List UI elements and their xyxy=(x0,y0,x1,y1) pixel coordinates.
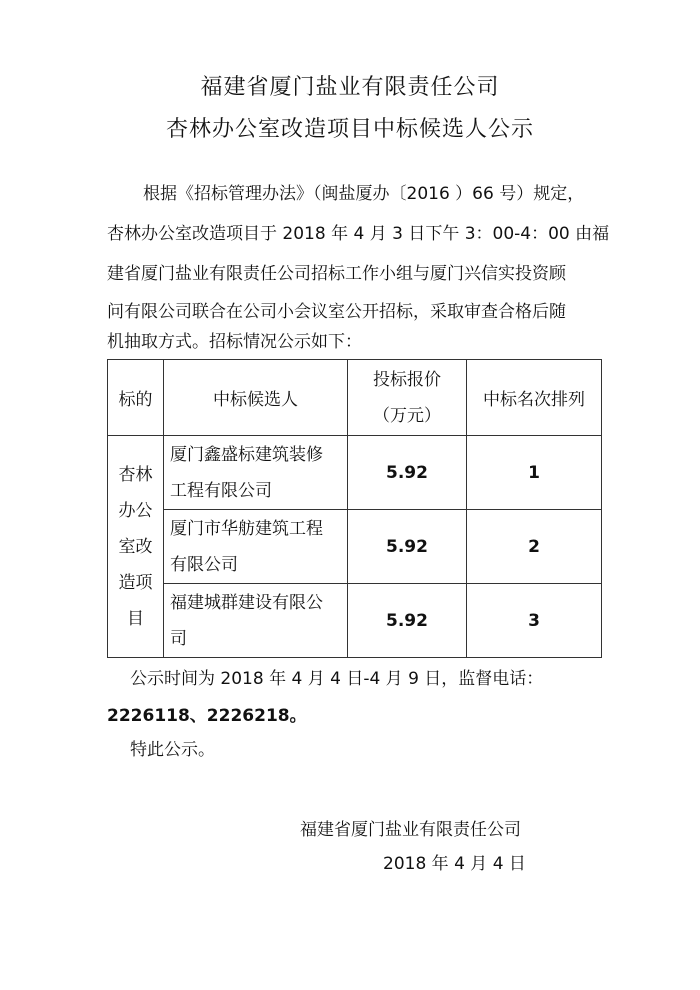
table-row xyxy=(108,584,602,658)
price-cell: 5.92 xyxy=(348,584,467,658)
bid-results-table xyxy=(107,359,602,658)
price-cell: 5.92 xyxy=(348,510,467,584)
candidate-name-line2: 有限公司 xyxy=(170,554,238,575)
candidate-name-line2: 司 xyxy=(170,628,187,649)
body-line-3: 建省厦门盐业有限责任公司招标工作小组与厦门兴信实投资顾 xyxy=(107,264,566,284)
rank-cell: 3 xyxy=(467,584,602,658)
notice-period: 公示时间为 2018 年 4 月 4 日-4 月 9 日，监督电话： xyxy=(130,669,544,689)
signature-company: 福建省厦门盐业有限责任公司 xyxy=(300,820,521,840)
candidate-cell xyxy=(164,510,348,584)
candidate-name-line1: 厦门市华舫建筑工程 xyxy=(170,518,323,539)
candidate-name-line1: 福建城群建设有限公 xyxy=(170,592,323,613)
doc-title-subject: 杏林办公室改造项目中标候选人公示 xyxy=(165,117,534,142)
price-cell: 5.92 xyxy=(348,436,467,510)
header-rank: 中标名次排列 xyxy=(467,360,602,436)
body-line-4: 问有限公司联合在公司小会议室公开招标，采取审查合格后随 xyxy=(107,302,566,322)
rank-cell: 2 xyxy=(467,510,602,584)
table-row xyxy=(108,510,602,584)
header-price-unit: （万元） xyxy=(373,405,441,426)
doc-title-company: 福建省厦门盐业有限责任公司 xyxy=(200,75,500,100)
candidate-name-line1: 厦门鑫盛标建筑装修 xyxy=(170,444,323,465)
notice-closing: 特此公示。 xyxy=(130,740,215,760)
body-line-2: 杏林办公室改造项目于 2018 年 4 月 3 日下午 3：00-4：00 由福 xyxy=(107,224,610,244)
target-text-1: 杏林 xyxy=(118,464,153,485)
body-line-5: 机抽取方式。招标情况公示如下： xyxy=(107,332,362,352)
header-price xyxy=(348,360,467,436)
table-header-row xyxy=(108,360,602,436)
target-text-4: 造项 xyxy=(118,572,153,593)
table-row xyxy=(108,436,602,510)
body-line-1: 根据《招标管理办法》（闽盐厦办〔2016 ）66 号）规定， xyxy=(143,184,585,204)
signature-date: 2018 年 4 月 4 日 xyxy=(383,854,526,874)
notice-phones: 2226118、2226218。 xyxy=(107,706,307,726)
target-text-2: 办公 xyxy=(118,500,153,521)
header-candidate: 中标候选人 xyxy=(164,360,348,436)
rank-cell: 1 xyxy=(467,436,602,510)
target-text-3: 室改 xyxy=(118,536,153,557)
candidate-cell xyxy=(164,584,348,658)
candidate-cell xyxy=(164,436,348,510)
candidate-name-line2: 工程有限公司 xyxy=(170,480,272,501)
target-text-5: 目 xyxy=(127,608,144,629)
header-target: 标的 xyxy=(108,360,164,436)
target-cell xyxy=(108,436,164,658)
header-price-label: 投标报价 xyxy=(373,369,441,390)
